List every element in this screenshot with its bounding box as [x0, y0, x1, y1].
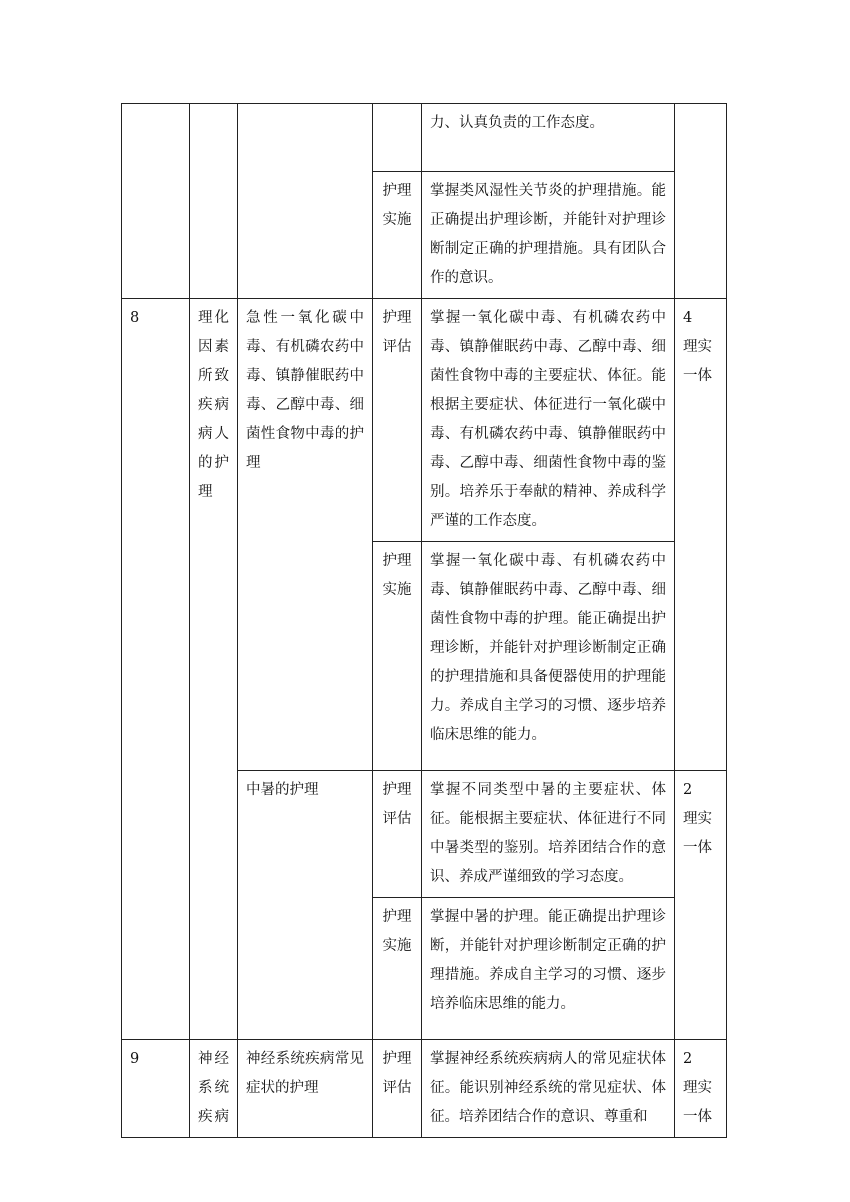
chapter-cell: 神经系统疾病 [190, 1040, 238, 1138]
table-row [122, 104, 727, 172]
number-cell: 9 [122, 1040, 190, 1138]
hours-cell [675, 771, 727, 1040]
table-row [122, 299, 727, 542]
phase-cell: 护理实施 [373, 542, 422, 771]
curriculum-table [121, 103, 727, 1138]
goal-cell: 力、认真负责的工作态度。 [422, 104, 675, 172]
goal-cell: 掌握一氧化碳中毒、有机磷农药中毒、镇静催眠药中毒、乙醇中毒、细菌性食物中毒的护理。能正确提出护理诊断，并能针对护理诊断制定正确的护理措施和具备便器使用的护理能力。养成自主学习的习惯、逐步培养临床思维的能力。 [422, 542, 675, 771]
section-cell [238, 104, 373, 299]
section-cell: 急性一氧化碳中毒、有机磷农药中毒、镇静催眠药中毒、乙醇中毒、细菌性食物中毒的护理 [238, 299, 373, 771]
goal-cell: 掌握一氧化碳中毒、有机磷农药中毒、镇静催眠药中毒、乙醇中毒、细菌性食物中毒的主要症状、体征。能根据主要症状、体征进行一氧化碳中毒、有机磷农药中毒、镇静催眠药中毒、乙醇中毒、细菌性食物中毒的鉴别。培养乐于奉献的精神、养成科学严谨的工作态度。 [422, 299, 675, 542]
hours-cell [675, 299, 727, 771]
phase-cell: 护理实施 [373, 898, 422, 1040]
goal-cell: 掌握中暑的护理。能正确提出护理诊断，并能针对护理诊断制定正确的护理措施。养成自主学习的习惯、逐步培养临床思维的能力。 [422, 898, 675, 1040]
number-cell: 8 [122, 299, 190, 1040]
hours-value: 2 [683, 1051, 693, 1067]
goal-cell: 掌握不同类型中暑的主要症状、体征。能根据主要症状、体征进行不同中暑类型的鉴别。培养团结合作的意识、养成严谨细致的学习态度。 [422, 771, 675, 898]
hours-value: 4 [683, 310, 693, 326]
number-cell [122, 104, 190, 299]
goal-cell: 掌握类风湿性关节炎的护理措施。能正确提出护理诊断，并能针对护理诊断制定正确的护理措施。具有团队合作的意识。 [422, 172, 675, 299]
teaching-mode: 理实一体 [683, 339, 712, 384]
table-row [122, 1040, 727, 1138]
phase-cell: 护理评估 [373, 1040, 422, 1138]
chapter-cell [190, 104, 238, 299]
hours-cell [675, 104, 727, 299]
section-cell: 中暑的护理 [238, 771, 373, 1040]
teaching-mode: 理实一体 [683, 1080, 712, 1125]
chapter-cell: 理化因素所致疾病病人的护理 [190, 299, 238, 1040]
hours-value: 2 [683, 782, 693, 798]
phase-cell: 护理评估 [373, 299, 422, 542]
phase-cell: 护理评估 [373, 771, 422, 898]
section-cell: 神经系统疾病常见症状的护理 [238, 1040, 373, 1138]
hours-cell [675, 1040, 727, 1138]
phase-cell: 护理实施 [373, 172, 422, 299]
teaching-mode: 理实一体 [683, 811, 712, 856]
phase-cell [373, 104, 422, 172]
goal-cell: 掌握神经系统疾病病人的常见症状体征。能识别神经系统的常见症状、体征。培养团结合作的意识、尊重和 [422, 1040, 675, 1138]
